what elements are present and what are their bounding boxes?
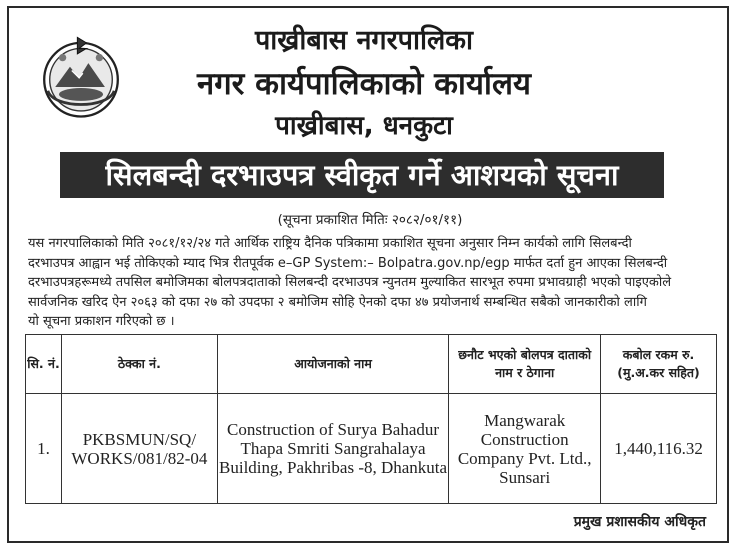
- header-contract-no: ठेक्का नं.: [61, 335, 217, 394]
- cell-contract-no: PKBSMUN/SQ/ WORKS/081/82-04: [61, 394, 217, 504]
- signatory: प्रमुख प्रशासकीय अधिकृत: [573, 514, 706, 530]
- cell-bidder: Mangwarak Construction Company Pvt. Ltd., Sunsari: [449, 394, 601, 504]
- cell-amount: 1,440,116.32: [601, 394, 717, 504]
- cell-sn: 1.: [26, 394, 62, 504]
- header-amount: कबोल रकम रु. (मु.अ.कर सहित): [601, 335, 717, 394]
- notice-title-banner: सिलबन्दी दरभाउपत्र स्वीकृत गर्ने आशयको सूचना: [60, 152, 664, 198]
- header-bidder: छनौट भएको बोलपत्र दाताको नाम र ठेगाना: [449, 335, 601, 394]
- award-table: [25, 334, 717, 504]
- body-line: दरभाउपत्रहरूमध्ये तपसिल बमोजिमका बोलपत्रदाताको सिलबन्दी दरभाउपत्र न्युनतम मुल्याकित सारभूत रुपमा प्रभावग्राही भएको पाइएकोले: [28, 275, 672, 290]
- table-row: [26, 394, 717, 504]
- body-line: यस नगरपालिकाको मिति २०८१/१२/२४ गते आर्थिक राष्ट्रिय दैनिक पत्रिकामा प्रकाशित सूचना अनुसार निम्न कार्यको लागि सिलबन्दी: [28, 236, 632, 251]
- office-name: नगर कार्यपालिकाको कार्यालय: [197, 66, 531, 102]
- header-project-name: आयोजनाको नाम: [217, 335, 448, 394]
- publication-date: (सूचना प्रकाशित मितिः २०८२/०१/११): [277, 212, 463, 228]
- municipality-name: पाख्रीबास नगरपालिका: [254, 25, 474, 56]
- office-address: पाख्रीबास, धनकुटा: [275, 111, 453, 141]
- notice-body: [28, 234, 716, 332]
- header-sn: सि. नं.: [26, 335, 62, 394]
- body-line: यो सूचना प्रकाशन गरिएको छ ।: [28, 314, 175, 329]
- cell-project-name: Construction of Surya Bahadur Thapa Smriti Sangrahalaya Building, Pakhribas -8, Dhankuta: [217, 394, 448, 504]
- body-line: सार्वजनिक खरिद ऐन २०६३ को दफा २७ को उपदफा २ बमोजिम सोहि ऐनको दफा ४७ प्रयोजनार्थ सम्बन्धित सबैको जानकारीको लागि: [28, 294, 647, 310]
- body-line: दरभाउपत्र आह्वान भई तोकिएको म्याद भित्र रीतपूर्वक e–GP System:– Bolpatra.gov.np/egp मार्फत दर्ता हुन आएका सिलबन्दी: [28, 255, 668, 271]
- table-header-row: [26, 335, 717, 394]
